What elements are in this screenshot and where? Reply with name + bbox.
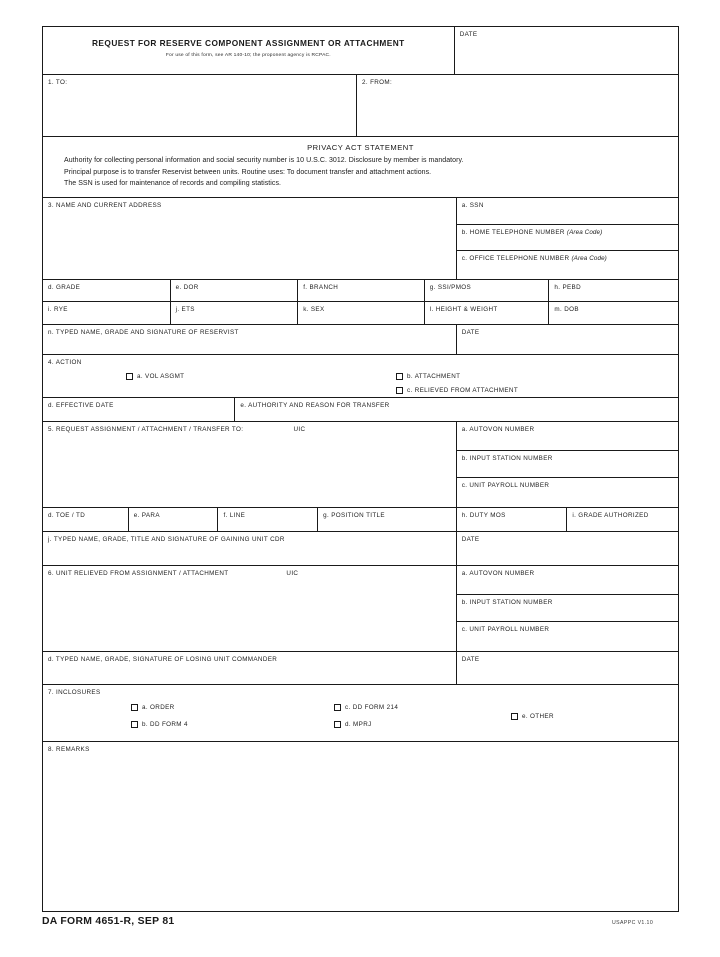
header-date-field[interactable] xyxy=(455,27,678,74)
gaining-cdr-signature-row xyxy=(43,532,678,566)
home-phone-label xyxy=(462,228,673,237)
inclosure-option-d[interactable] xyxy=(334,720,372,729)
reservist-signature-field[interactable] xyxy=(43,325,457,354)
office-phone-note: (Area Code) xyxy=(571,255,607,263)
name-address-label: 3. NAME AND CURRENT ADDRESS xyxy=(48,202,162,209)
inclosures-options xyxy=(48,697,673,737)
checkbox-icon[interactable] xyxy=(334,721,341,729)
checkbox-icon[interactable] xyxy=(396,387,403,395)
reservist-signature-label: n. TYPED NAME, GRADE AND SIGNATURE OF RESERVIST xyxy=(48,329,239,336)
authority-label: e. AUTHORITY AND REASON FOR TRANSFER xyxy=(240,402,390,409)
reservist-date-field[interactable] xyxy=(457,325,678,354)
unit-relieved-row xyxy=(43,566,678,652)
branch-label: f. BRANCH xyxy=(303,284,339,291)
inclosure-option-e-label: e. OTHER xyxy=(522,713,554,720)
action-options xyxy=(48,367,673,395)
duty-mos-label: h. DUTY MOS xyxy=(461,512,506,519)
ssn-label: a. SSN xyxy=(461,202,484,209)
header-date-label: DATE xyxy=(459,31,478,38)
privacy-act-heading: PRIVACY ACT STATEMENT xyxy=(307,143,414,152)
losing-unit-payroll-label: c. UNIT PAYROLL NUMBER xyxy=(461,626,550,634)
duty-mos-field[interactable] xyxy=(457,508,568,531)
inclosures-row xyxy=(43,685,678,742)
checkbox-icon[interactable] xyxy=(334,704,341,712)
gaining-cdr-date-field[interactable] xyxy=(457,532,678,565)
request-assignment-field[interactable] xyxy=(43,422,457,507)
gaining-autovon-field[interactable] xyxy=(457,422,678,451)
line-field[interactable] xyxy=(218,508,318,531)
losing-input-station-field[interactable] xyxy=(457,595,678,623)
grade-field[interactable] xyxy=(43,280,171,301)
office-phone-label xyxy=(462,254,673,263)
toe-td-label: d. TOE / TD xyxy=(48,512,86,519)
unit-relieved-uic-label: UIC xyxy=(286,570,299,577)
reservist-signature-row xyxy=(43,325,678,355)
dor-label: e. DOR xyxy=(175,284,199,291)
ssi-pmos-field[interactable] xyxy=(425,280,550,301)
checkbox-icon[interactable] xyxy=(396,373,403,381)
losing-autovon-label: a. AUTOVON NUMBER xyxy=(461,570,535,577)
from-field[interactable] xyxy=(357,75,678,136)
form-subtitle: For use of this form, see AR 140-10; the proponent agency is RCPAC. xyxy=(165,53,331,58)
ssi-pmos-label: g. SSI/PMOS xyxy=(429,284,472,291)
to-label: 1. TO: xyxy=(48,79,68,86)
grade-label: d. GRADE xyxy=(48,284,81,291)
office-phone-field[interactable] xyxy=(457,251,678,279)
losing-cdr-date-field[interactable] xyxy=(457,652,678,684)
position-title-label: g. POSITION TITLE xyxy=(323,512,385,519)
para-field[interactable] xyxy=(129,508,219,531)
authority-field[interactable] xyxy=(235,398,678,421)
rye-field[interactable] xyxy=(43,302,171,324)
inclosure-option-b[interactable] xyxy=(131,720,188,729)
rye-row xyxy=(43,302,678,325)
losing-cdr-signature-field[interactable] xyxy=(43,652,457,684)
home-phone-text: b. HOME TELEPHONE NUMBER xyxy=(461,228,565,236)
gaining-unit-numbers-column xyxy=(457,422,678,507)
dob-label: m. DOB xyxy=(554,306,579,313)
ets-label: j. ETS xyxy=(175,306,195,313)
inclosure-option-a[interactable] xyxy=(131,703,175,712)
checkbox-icon[interactable] xyxy=(126,373,133,381)
gaining-cdr-signature-label: j. TYPED NAME, GRADE, TITLE AND SIGNATURE OF GAINING UNIT CDR xyxy=(48,536,285,543)
unit-relieved-heading: 6. UNIT RELIEVED FROM ASSIGNMENT / ATTACHMENT xyxy=(48,570,229,577)
effective-date-row xyxy=(43,398,678,422)
losing-unit-numbers-column xyxy=(457,566,678,651)
toe-td-field[interactable] xyxy=(43,508,129,531)
line-label: f. LINE xyxy=(223,512,246,519)
remarks-row xyxy=(43,742,678,830)
to-from-row xyxy=(43,75,678,137)
request-assignment-uic-label: UIC xyxy=(293,426,306,433)
gaining-autovon-label: a. AUTOVON NUMBER xyxy=(461,426,535,433)
name-address-field[interactable] xyxy=(43,198,457,279)
sex-field[interactable] xyxy=(298,302,425,324)
inclosure-option-c[interactable] xyxy=(334,703,398,712)
losing-input-station-label: b. INPUT STATION NUMBER xyxy=(461,598,553,606)
privacy-act-line-2: Principal purpose is to transfer Reservist between units. Routine uses: To document transfer and attachment actions. xyxy=(64,168,432,176)
checkbox-icon[interactable] xyxy=(131,721,138,729)
to-field[interactable] xyxy=(43,75,357,136)
gaining-unit-payroll-field[interactable] xyxy=(457,478,678,507)
branch-field[interactable] xyxy=(298,280,425,301)
privacy-act-line-1: Authority for collecting personal information and social security number is 10 U.S.C. 3012. Disclosure by member is mandatory. xyxy=(64,157,464,164)
inclosure-option-e[interactable] xyxy=(511,712,554,721)
ets-field[interactable] xyxy=(171,302,299,324)
losing-autovon-field[interactable] xyxy=(457,566,678,595)
ssn-field[interactable] xyxy=(457,198,678,225)
rye-label: i. RYE xyxy=(48,306,68,313)
form-title-cell xyxy=(43,27,455,74)
action-heading: 4. ACTION xyxy=(48,359,82,366)
height-weight-label: l. HEIGHT & WEIGHT xyxy=(429,306,498,313)
remarks-field[interactable] xyxy=(43,742,678,830)
dob-field[interactable] xyxy=(549,302,678,324)
reservist-date-label: DATE xyxy=(461,329,480,336)
inclosures-block xyxy=(43,685,678,741)
action-option-c-label: c. RELIEVED FROM ATTACHMENT xyxy=(407,387,519,394)
gaining-input-station-field[interactable] xyxy=(457,451,678,479)
request-assignment-heading: 5. REQUEST ASSIGNMENT / ATTACHMENT / TRANSFER TO: xyxy=(48,426,244,433)
unit-relieved-label xyxy=(48,569,451,578)
effective-date-field[interactable] xyxy=(43,398,235,421)
privacy-act-row xyxy=(43,137,678,198)
grade-authorized-field[interactable] xyxy=(567,508,678,531)
action-row xyxy=(43,355,678,398)
effective-date-label: d. EFFECTIVE DATE xyxy=(48,402,114,409)
inclosures-heading: 7. INCLOSURES xyxy=(48,689,101,696)
pebd-label: h. PEBD xyxy=(554,284,582,291)
position-detail-row xyxy=(43,508,678,532)
contact-column xyxy=(457,198,678,279)
grade-authorized-label: i. GRADE AUTHORIZED xyxy=(572,512,649,519)
office-phone-text: c. OFFICE TELEPHONE NUMBER xyxy=(461,255,570,263)
inclosure-option-c-label: c. DD FORM 214 xyxy=(345,704,399,711)
home-phone-field[interactable] xyxy=(457,225,678,252)
dor-field[interactable] xyxy=(171,280,299,301)
pebd-field[interactable] xyxy=(549,280,678,301)
losing-cdr-signature-row xyxy=(43,652,678,685)
form-version: USAPPC V1.10 xyxy=(612,920,654,926)
gaining-cdr-date-label: DATE xyxy=(461,536,480,543)
action-option-a-label: a. VOL ASGMT xyxy=(137,373,185,380)
sex-label: k. SEX xyxy=(303,306,325,313)
inclosure-option-d-label: d. MPRJ xyxy=(345,721,372,728)
losing-cdr-date-label: DATE xyxy=(461,656,480,663)
name-address-row xyxy=(43,198,678,280)
losing-cdr-signature-label: d. TYPED NAME, GRADE, SIGNATURE OF LOSING UNIT COMMANDER xyxy=(48,656,278,663)
form-title: REQUEST FOR RESERVE COMPONENT ASSIGNMENT OR ATTACHMENT xyxy=(91,38,405,48)
privacy-act-line-3: The SSN is used for maintenance of records and compiling statistics. xyxy=(64,180,281,187)
remarks-heading: 8. REMARKS xyxy=(48,746,90,753)
action-block xyxy=(43,355,678,397)
para-label: e. PARA xyxy=(133,512,160,519)
gaining-cdr-signature-field[interactable] xyxy=(43,532,457,565)
checkbox-icon[interactable] xyxy=(131,704,138,712)
request-assignment-label xyxy=(48,425,451,434)
height-weight-field[interactable] xyxy=(425,302,550,324)
position-title-field[interactable] xyxy=(318,508,457,531)
action-option-b-label: b. ATTACHMENT xyxy=(407,373,461,380)
checkbox-icon[interactable] xyxy=(511,713,518,721)
losing-unit-payroll-field[interactable] xyxy=(457,622,678,651)
header-row xyxy=(43,27,678,75)
form-identifier: DA FORM 4651-R, SEP 81 xyxy=(42,916,175,927)
gaining-unit-payroll-label: c. UNIT PAYROLL NUMBER xyxy=(461,482,550,490)
unit-relieved-field[interactable] xyxy=(43,566,457,651)
inclosure-option-a-label: a. ORDER xyxy=(142,704,175,711)
gaining-input-station-label: b. INPUT STATION NUMBER xyxy=(461,454,553,462)
privacy-act-block xyxy=(43,137,678,197)
da-form-4651r xyxy=(42,26,679,912)
action-option-a[interactable] xyxy=(126,372,184,381)
from-label: 2. FROM: xyxy=(362,79,393,86)
action-option-b[interactable] xyxy=(396,372,460,381)
grade-row xyxy=(43,280,678,302)
action-option-c[interactable] xyxy=(396,386,518,395)
request-assignment-row xyxy=(43,422,678,508)
home-phone-note: (Area Code) xyxy=(566,228,603,236)
inclosure-option-b-label: b. DD FORM 4 xyxy=(142,721,188,728)
